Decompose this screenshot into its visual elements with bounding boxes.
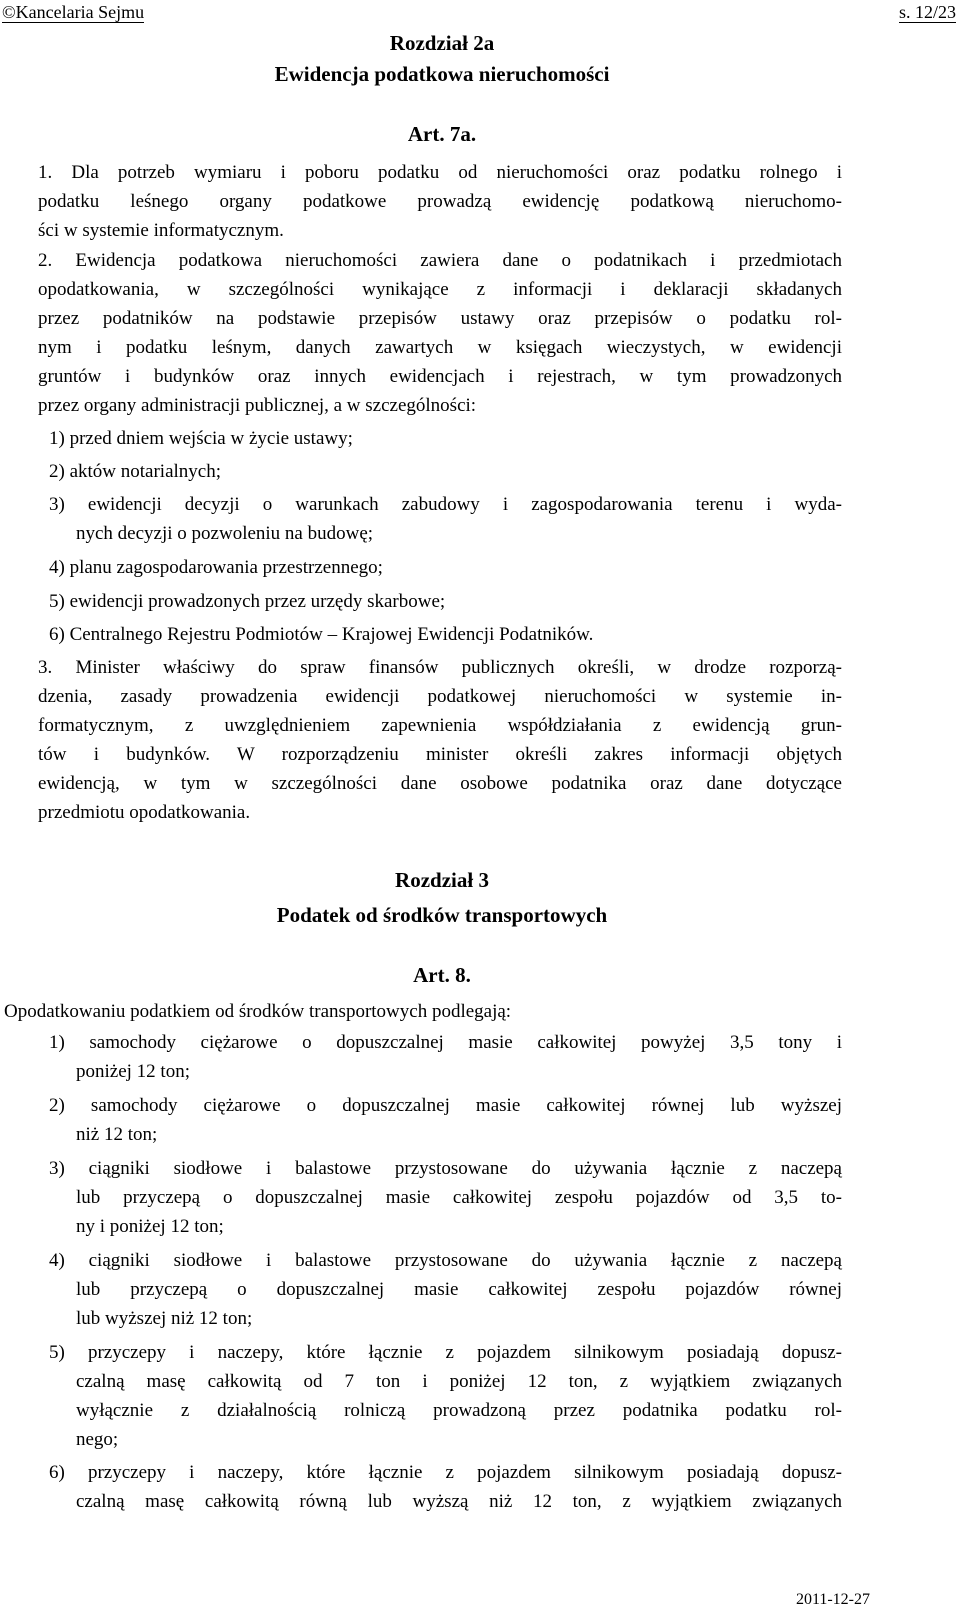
text-line: podatku leśnego organy podatkowe prowadzą ewidencję podatkową nieruchomo-: [38, 191, 842, 212]
chapter-subtitle: Ewidencja podatkowa nieruchomości: [274, 62, 610, 86]
text-line: 5) przyczepy i naczepy, które łącznie z pojazdem silnikowym posiadają dopusz-: [49, 1342, 842, 1363]
text-line: nym i podatku leśnym, danych zawartych w księgach wieczystych, w ewidencji: [38, 337, 842, 358]
text-line: ewidencją, w tym w szczególności dane osobowe podatnika oraz dane dotyczące: [38, 773, 842, 794]
article-title: Art. 7a.: [407, 122, 477, 146]
text-line: wyłącznie z działalnością rolniczą prowadzoną przez podatnika podatku rol-: [76, 1400, 842, 1421]
page-header: [0, 0, 960, 24]
list-item: [49, 424, 842, 453]
chapter-title: Rozdział 3: [395, 868, 489, 892]
text-line: tów i budynków. W rozporządzeniu minister określi zakres informacji objętych: [38, 744, 842, 765]
text-line: 3. Minister właściwy do spraw finansów publicznych określi, w drodze rozporzą-: [38, 657, 842, 678]
paragraph-7a-3: [38, 653, 842, 827]
text-line: Opodatkowaniu podatkiem od środków transportowych podlegają:: [4, 1001, 512, 1022]
list-item: [49, 1338, 842, 1454]
text-line: czalną masę całkowitą od 7 ton i poniżej 12 ton, z wyjątkiem związanych: [76, 1371, 842, 1392]
text-line: czalną masę całkowitą równą lub wyższą niż 12 ton, z wyjątkiem związanych: [76, 1491, 842, 1512]
page-number: s. 12/23: [898, 2, 956, 22]
article-title: Art. 8.: [413, 963, 471, 987]
text-line: ści w systemie informatycznym.: [38, 220, 284, 241]
text-line: przez podatników na podstawie przepisów ustawy oraz przepisów o podatku rol-: [38, 308, 842, 329]
text-line: 4) ciągniki siodłowe i balastowe przystosowane do używania łącznie z naczepą: [49, 1250, 842, 1271]
list-item: [49, 1246, 842, 1333]
text-line: 1) przed dniem wejścia w życie ustawy;: [49, 428, 353, 449]
list-item: [49, 620, 842, 649]
text-line: przedmiotu opodatkowania.: [38, 802, 251, 823]
text-line: 1) samochody ciężarowe o dopuszczalnej masie całkowitej powyżej 3,5 tony i: [49, 1032, 842, 1053]
text-line: nego;: [76, 1429, 119, 1450]
paragraph-7a-1: [38, 158, 842, 245]
text-line: niż 12 ton;: [76, 1124, 158, 1145]
text-line: przez organy administracji publicznej, a w szczególności:: [38, 395, 477, 416]
text-line: 6) przyczepy i naczepy, które łącznie z pojazdem silnikowym posiadają dopusz-: [49, 1462, 842, 1483]
text-line: 6) Centralnego Rejestru Podmiotów – Krajowej Ewidencji Podatników.: [49, 624, 594, 645]
text-line: 2) aktów notarialnych;: [49, 461, 222, 482]
text-line: dzenia, zasady prowadzenia ewidencji podatkowej nieruchomości w systemie in-: [38, 686, 842, 707]
list-item: [49, 1154, 842, 1241]
text-line: lub wyższej niż 12 ton;: [76, 1308, 253, 1329]
chapter-title: Rozdział 2a: [389, 31, 495, 55]
text-line: 3) ewidencji decyzji o warunkach zabudowy i zagospodarowania terenu i wyda-: [49, 494, 842, 515]
list-item: [49, 1458, 842, 1516]
text-line: 3) ciągniki siodłowe i balastowe przystosowane do używania łącznie z naczepą: [49, 1158, 842, 1179]
text-line: nych decyzji o pozwoleniu na budowę;: [76, 523, 374, 544]
paragraph-7a-2: [38, 246, 842, 420]
list-item: [49, 1091, 842, 1149]
text-line: lub przyczepą o dopuszczalnej masie całkowitej zespołu pojazdów równej: [76, 1279, 842, 1300]
document-date: 2011-12-27: [795, 1591, 870, 1608]
text-line: 5) ewidencji prowadzonych przez urzędy skarbowe;: [49, 591, 446, 612]
text-line: opodatkowania, w szczególności wynikające z informacji i deklaracji składanych: [38, 279, 842, 300]
publisher-label: ©Kancelaria Sejmu: [2, 2, 145, 22]
chapter-subtitle: Podatek od środków transportowych: [276, 903, 608, 927]
text-line: 4) planu zagospodarowania przestrzennego;: [49, 557, 383, 578]
list-item: [49, 1028, 842, 1086]
article-8-intro: [4, 997, 842, 1026]
text-line: 2. Ewidencja podatkowa nieruchomości zawiera dane o podatnikach i przedmiotach: [38, 250, 842, 271]
text-line: gruntów i budynków oraz innych ewidencjach i rejestrach, w tym prowadzonych: [38, 366, 842, 387]
text-line: 1. Dla potrzeb wymiaru i poboru podatku od nieruchomości oraz podatku rolnego i: [38, 162, 842, 183]
text-line: lub przyczepą o dopuszczalnej masie całkowitej zespołu pojazdów od 3,5 to-: [76, 1187, 842, 1208]
list-item: [49, 457, 842, 486]
text-line: poniżej 12 ton;: [76, 1061, 190, 1082]
list-item: [49, 553, 842, 582]
list-item: [49, 490, 842, 548]
text-line: formatycznym, z uwzględnieniem zapewnienia współdziałania z ewidencją grun-: [38, 715, 842, 736]
list-item: [49, 587, 842, 616]
text-line: ny i poniżej 12 ton;: [76, 1216, 224, 1237]
text-line: 2) samochody ciężarowe o dopuszczalnej masie całkowitej równej lub wyższej: [49, 1095, 842, 1116]
